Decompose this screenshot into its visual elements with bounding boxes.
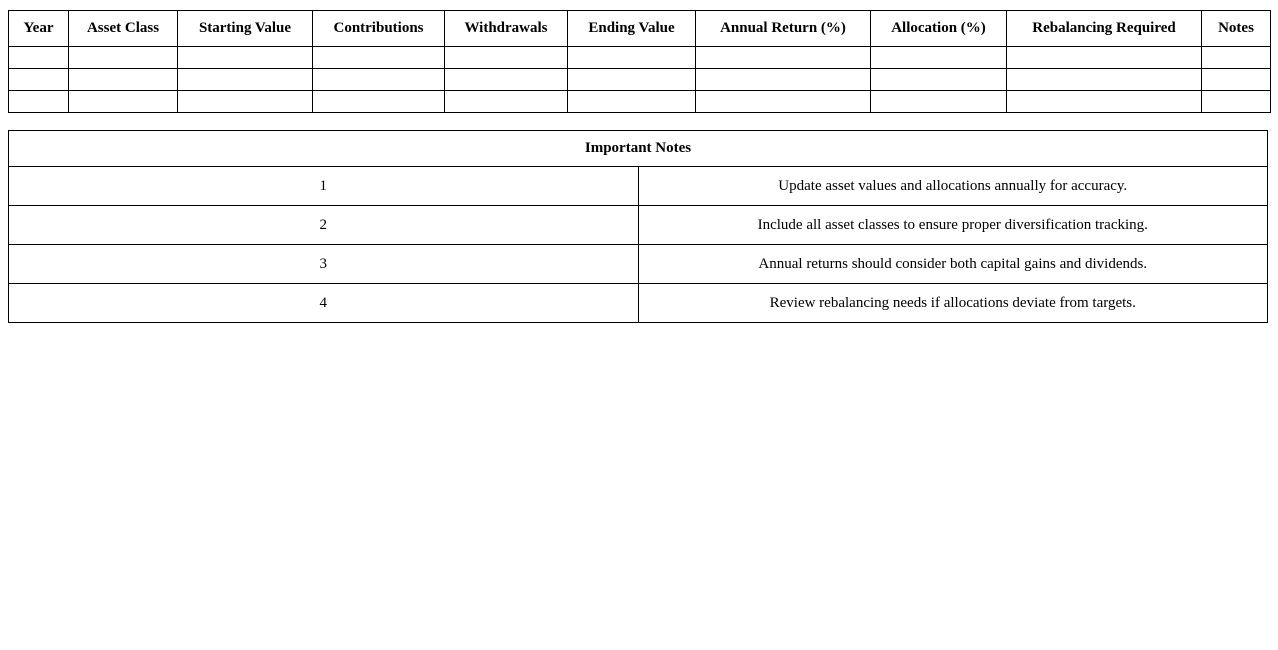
empty-cell	[871, 47, 1007, 69]
empty-cell	[568, 47, 696, 69]
tracker-header-row	[9, 11, 1271, 47]
empty-cell	[1007, 91, 1202, 113]
column-header-rebalancing-required: Rebalancing Required	[1007, 11, 1202, 47]
empty-cell	[178, 47, 313, 69]
empty-cell	[313, 69, 445, 91]
empty-cell	[1007, 47, 1202, 69]
note-number: 2	[9, 206, 639, 245]
empty-cell	[445, 91, 568, 113]
column-header-notes: Notes	[1202, 11, 1271, 47]
note-number: 4	[9, 284, 639, 323]
empty-cell	[445, 47, 568, 69]
empty-cell	[696, 47, 871, 69]
empty-cell	[1202, 91, 1271, 113]
note-number: 3	[9, 245, 639, 284]
empty-cell	[69, 69, 178, 91]
empty-cell	[313, 91, 445, 113]
column-header-allocation: Allocation (%)	[871, 11, 1007, 47]
column-header-contributions: Contributions	[313, 11, 445, 47]
column-header-withdrawals: Withdrawals	[445, 11, 568, 47]
note-row	[9, 167, 1268, 206]
note-text: Review rebalancing needs if allocations deviate from targets.	[638, 284, 1268, 323]
empty-cell	[178, 91, 313, 113]
important-notes-table	[8, 130, 1268, 323]
note-text: Annual returns should consider both capital gains and dividends.	[638, 245, 1268, 284]
empty-cell	[69, 91, 178, 113]
column-header-annual-return: Annual Return (%)	[696, 11, 871, 47]
empty-cell	[871, 91, 1007, 113]
note-text: Include all asset classes to ensure proper diversification tracking.	[638, 206, 1268, 245]
empty-cell	[871, 69, 1007, 91]
note-number: 1	[9, 167, 639, 206]
empty-cell	[568, 69, 696, 91]
empty-cell	[696, 69, 871, 91]
note-row	[9, 206, 1268, 245]
tracker-empty-row	[9, 47, 1271, 69]
notes-title-row	[9, 131, 1268, 167]
tracker-empty-row	[9, 91, 1271, 113]
empty-cell	[69, 47, 178, 69]
note-text: Update asset values and allocations annually for accuracy.	[638, 167, 1268, 206]
note-row	[9, 245, 1268, 284]
tracker-empty-row	[9, 69, 1271, 91]
empty-cell	[696, 91, 871, 113]
investment-tracker-table	[8, 10, 1271, 113]
empty-cell	[9, 91, 69, 113]
empty-cell	[568, 91, 696, 113]
empty-cell	[9, 69, 69, 91]
column-header-starting-value: Starting Value	[178, 11, 313, 47]
note-row	[9, 284, 1268, 323]
empty-cell	[1202, 69, 1271, 91]
empty-cell	[445, 69, 568, 91]
empty-cell	[9, 47, 69, 69]
empty-cell	[1202, 47, 1271, 69]
column-header-year: Year	[9, 11, 69, 47]
column-header-asset-class: Asset Class	[69, 11, 178, 47]
empty-cell	[1007, 69, 1202, 91]
notes-title: Important Notes	[9, 131, 1268, 167]
empty-cell	[313, 47, 445, 69]
column-header-ending-value: Ending Value	[568, 11, 696, 47]
empty-cell	[178, 69, 313, 91]
